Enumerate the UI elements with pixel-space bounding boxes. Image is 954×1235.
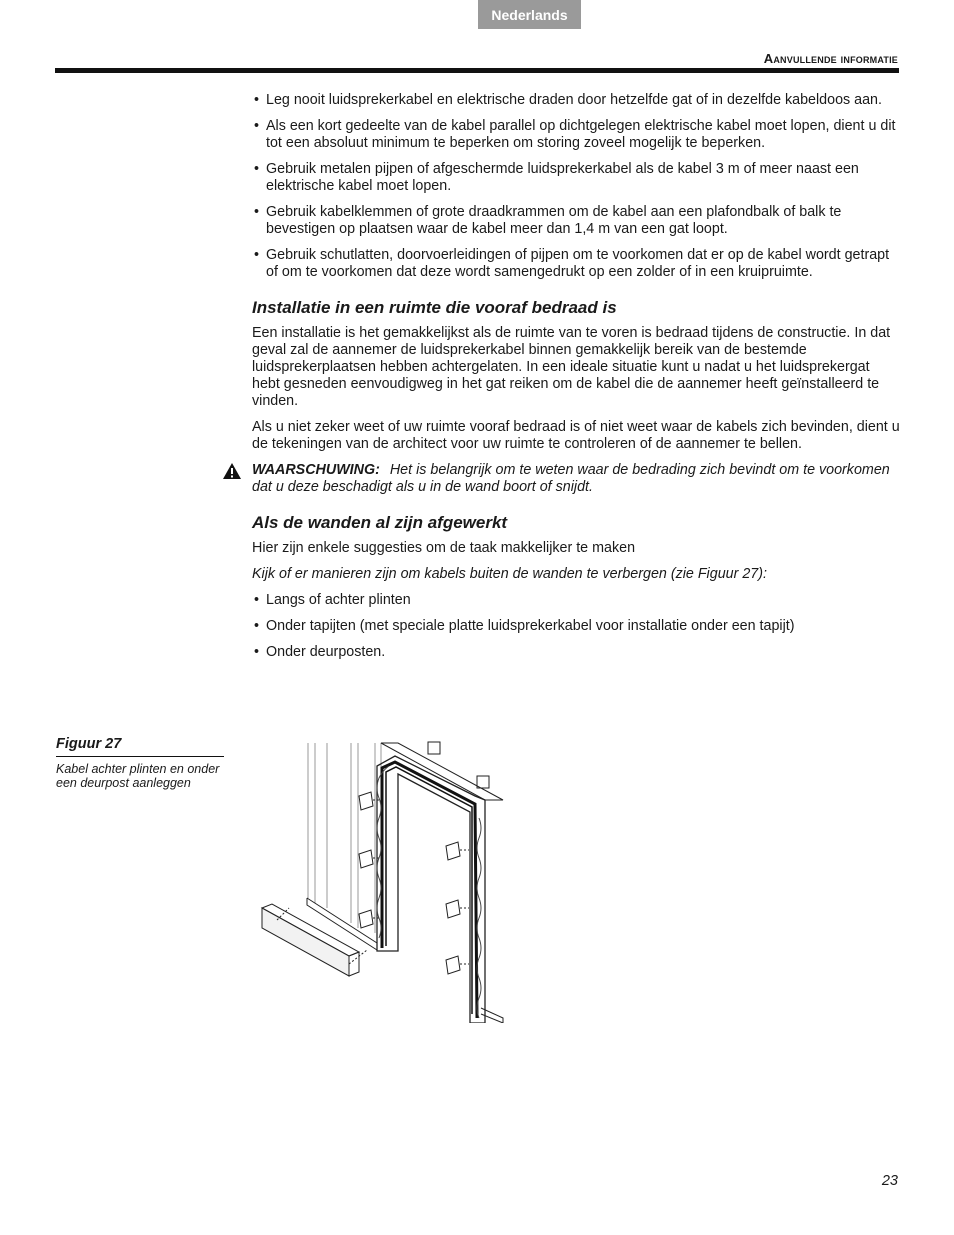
- main-content: [252, 92, 900, 670]
- figure-caption: Kabel achter plinten en onder een deurpost aanleggen: [56, 762, 220, 790]
- warning-note: [252, 462, 900, 496]
- italic-paragraph: Kijk of er manieren zijn om kabels buiten de wanden te verbergen (zie Figuur 27):: [252, 566, 767, 582]
- figure-label: Figuur 27: [56, 736, 224, 757]
- list-item: • Gebruik metalen pijpen of afgeschermde luidsprekerkabel als de kabel 3 m of meer naast een elektrische kabel moet lopen.: [252, 161, 900, 195]
- section-header: Aanvullende informatie: [763, 51, 898, 66]
- warning-triangle-icon: [222, 462, 242, 480]
- door-frame-baseboard-illustration: [255, 738, 515, 1023]
- warning-label: WAARSCHUWING:: [252, 462, 380, 478]
- language-tab: Nederlands: [478, 0, 581, 29]
- bottom-bullet-list: [252, 592, 900, 661]
- paragraph: Een installatie is het gemakkelijkst als de ruimte van te voren is bedraad tijdens de constructie. In dat geval zal de aannemer de luidsprekerkabel binnen gemakkelijk bereik van de bestemde luidsprekerplaatsen hebben achtergelaten. In een ideale situatie kunt u nadat u het luidsprekergat hebt gesneden eenvoudigweg in het gat reiken om de kabel die de aannemer heeft geïnstalleerd te vinden.: [252, 325, 891, 409]
- page-number: 23: [881, 1173, 898, 1189]
- list-item: • Onder tapijten (met speciale platte luidsprekerkabel voor installatie onder een tapijt): [252, 618, 900, 635]
- list-item: • Langs of achter plinten: [252, 592, 900, 609]
- header-rule: [55, 68, 899, 73]
- list-item: • Als een kort gedeelte van de kabel parallel op dichtgelegen elektrische kabel moet lopen, dient u dit tot een absoluut minimum te beperken om storing zoveel mogelijk te beperken.: [252, 118, 900, 152]
- section-heading-finished-walls: Als de wanden al zijn afgewerkt: [252, 513, 508, 532]
- list-item: • Gebruik schutlatten, doorvoerleidingen of pijpen om te voorkomen dat er op de kabel wordt getrapt of om te voorkomen dat deze wordt samengedrukt op een zolder of in een kruipruimte.: [252, 247, 900, 281]
- section-heading-prewired: Installatie in een ruimte die vooraf bedraad is: [252, 298, 617, 317]
- top-bullet-list: [252, 92, 900, 281]
- list-item: • Gebruik kabelklemmen of grote draadkrammen om de kabel aan een plafondbalk of balk te bevestigen op plaatsen waar de kabel meer dan 1,4 m van een gat loopt.: [252, 204, 900, 238]
- list-item: • Leg nooit luidsprekerkabel en elektrische draden door hetzelfde gat of in dezelfde kabeldoos aan.: [252, 92, 900, 109]
- paragraph: Hier zijn enkele suggesties om de taak makkelijker te maken: [252, 540, 636, 556]
- paragraph: Als u niet zeker weet of uw ruimte vooraf bedraad is of niet weet waar de kabels zich bevinden, dient u de tekeningen van de architect voor uw ruimte te controleren of de aannemer te bellen.: [252, 419, 900, 452]
- warning-text: Het is belangrijk om te weten waar de bedrading zich bevindt om te voorkomen dat u deze beschadigt als u in de wand boort of snijdt.: [252, 462, 890, 495]
- list-item: • Onder deurposten.: [252, 644, 900, 661]
